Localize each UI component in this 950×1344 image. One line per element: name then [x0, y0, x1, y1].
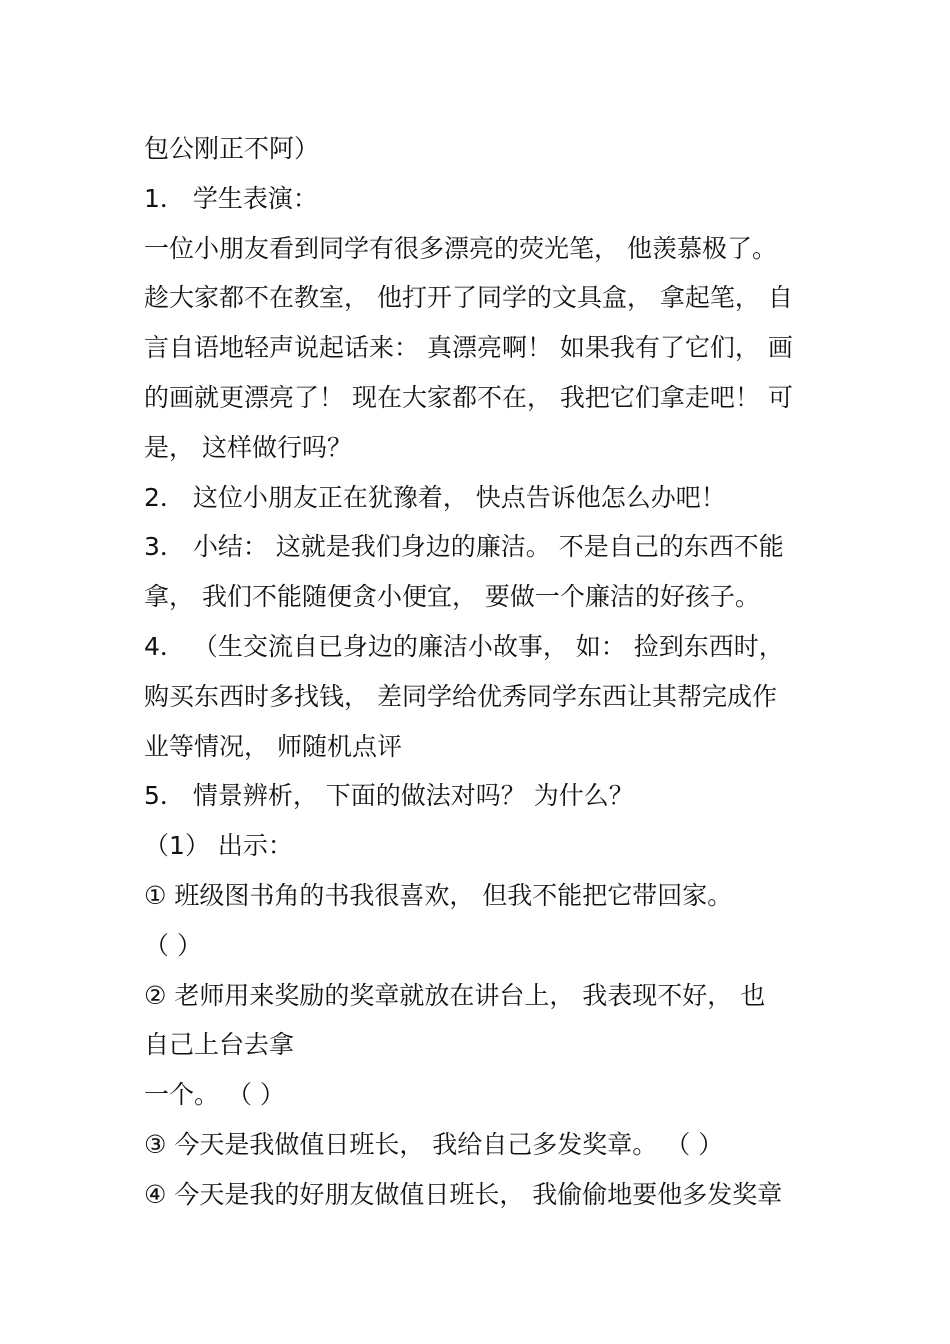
text-line: ④ 今天是我的好朋友做值日班长， 我偷偷地要他多发奖章: [144, 1179, 783, 1209]
text-line: 言自语地轻声说起话来： 真漂亮啊！ 如果我有了它们， 画: [144, 333, 793, 363]
text-line: ① 班级图书角的书我很喜欢， 但我不能把它带回家。: [144, 880, 733, 910]
text-line: （ ）: [144, 930, 202, 960]
text-line: 是， 这样做行吗？: [144, 432, 352, 462]
text-line: 一位小朋友看到同学有很多漂亮的荧光笔， 他羡慕极了。: [144, 233, 777, 263]
text-line: 业等情况， 师随机点评: [144, 731, 402, 761]
text-line: 拿， 我们不能随便贪小便宜， 要做一个廉洁的好孩子。: [144, 582, 760, 612]
text-line: 的画就更漂亮了！ 现在大家都不在， 我把它们拿走吧！ 可: [144, 382, 793, 412]
text-line: 趁大家都不在教室， 他打开了同学的文具盒， 拿起笔， 自: [144, 283, 793, 313]
text-line: 自己上台去拿: [144, 1030, 295, 1060]
text-line: 4． （生交流自已身边的廉洁小故事， 如： 捡到东西时，: [144, 631, 784, 661]
text-line: 5． 情景辨析， 下面的做法对吗？ 为什么？: [144, 781, 634, 811]
text-line: （1） 出示：: [144, 831, 293, 861]
document-body: [144, 124, 814, 1220]
text-line: ② 老师用来奖励的奖章就放在讲台上， 我表现不好， 也: [144, 980, 766, 1010]
text-line: 包公刚正不阿）: [144, 134, 320, 163]
text-line: 2． 这位小朋友正在犹豫着， 快点告诉他怎么办吧！: [144, 482, 726, 512]
text-line: 3． 小结： 这就是我们身边的廉洁。 不是自己的东西不能: [144, 532, 784, 562]
text-line: ③ 今天是我做值日班长， 我给自己多发奖章。 （ ）: [144, 1129, 724, 1159]
text-line: 1． 学生表演：: [144, 183, 318, 213]
text-line: 购买东西时多找钱， 差同学给优秀同学东西让其帮完成作: [144, 681, 777, 711]
text-line: 一个。 （ ）: [144, 1080, 285, 1110]
